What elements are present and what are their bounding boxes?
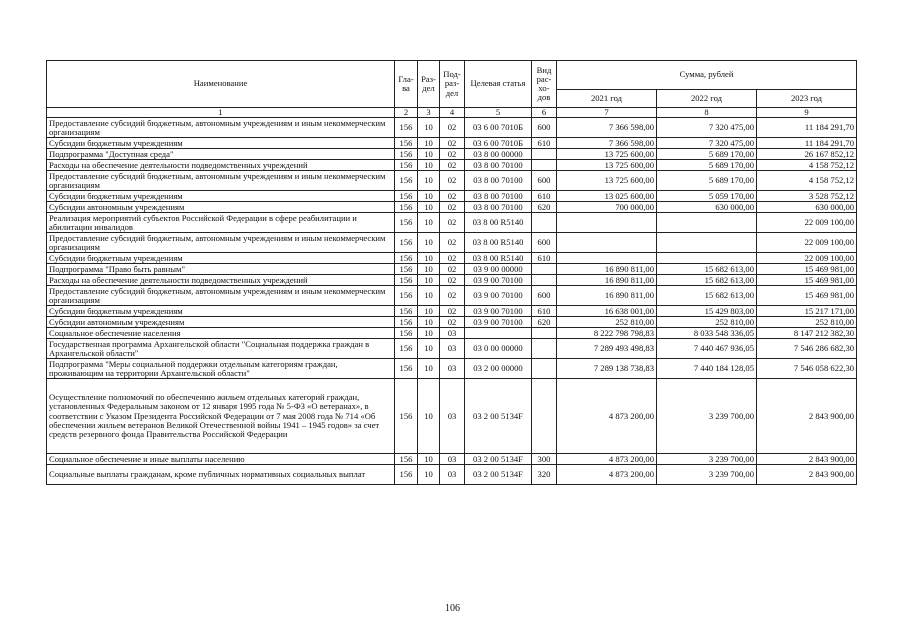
cell-name: Государственная программа Архангельской области "Социальная поддержка граждан в Архангельской области": [47, 339, 395, 359]
cell-sum-2022: 252 810,00: [657, 317, 757, 328]
cell-target-article: 03 8 00 R5140: [465, 253, 532, 264]
cell-sum-2022: 7 440 184 128,05: [657, 359, 757, 379]
col-number: 8: [657, 108, 757, 118]
cell-podrazdel: 02: [440, 202, 465, 213]
header-name: Наименование: [47, 61, 395, 108]
table-row: [47, 149, 857, 160]
cell-sum-2022: 630 000,00: [657, 202, 757, 213]
cell-sum-2021: 4 873 200,00: [557, 379, 657, 454]
cell-glava: 156: [395, 454, 418, 465]
cell-razdel: 10: [418, 233, 440, 253]
cell-sum-2023: 22 009 100,00: [757, 233, 857, 253]
cell-razdel: 10: [418, 317, 440, 328]
cell-expense-type: [532, 160, 557, 171]
cell-razdel: 10: [418, 339, 440, 359]
cell-glava: 156: [395, 233, 418, 253]
cell-sum-2022: 15 682 613,00: [657, 286, 757, 306]
cell-razdel: 10: [418, 275, 440, 286]
cell-expense-type: 300: [532, 454, 557, 465]
cell-razdel: 10: [418, 306, 440, 317]
table-row: [47, 138, 857, 149]
cell-name: Субсидии автономным учреждениям: [47, 202, 395, 213]
cell-razdel: 10: [418, 379, 440, 454]
cell-sum-2021: 16 890 811,00: [557, 275, 657, 286]
table-row: [47, 286, 857, 306]
cell-name: Социальное обеспечение населения: [47, 328, 395, 339]
cell-glava: 156: [395, 465, 418, 485]
cell-sum-2021: 252 810,00: [557, 317, 657, 328]
cell-target-article: 03 2 00 5134F: [465, 465, 532, 485]
table-row: [47, 264, 857, 275]
cell-target-article: 03 8 00 70100: [465, 160, 532, 171]
cell-sum-2023: 11 184 291,70: [757, 138, 857, 149]
header-summa: Сумма, рублей: [557, 61, 857, 90]
cell-podrazdel: 02: [440, 317, 465, 328]
col-number: 3: [418, 108, 440, 118]
cell-sum-2023: 4 158 752,12: [757, 171, 857, 191]
cell-sum-2022: 5 059 170,00: [657, 191, 757, 202]
cell-name: Подпрограмма "Доступная среда": [47, 149, 395, 160]
cell-expense-type: 620: [532, 317, 557, 328]
cell-sum-2023: 630 000,00: [757, 202, 857, 213]
cell-sum-2022: 7 320 475,00: [657, 138, 757, 149]
cell-target-article: 03 9 00 70100: [465, 306, 532, 317]
table-header: [47, 61, 857, 118]
cell-sum-2021: 13 725 600,00: [557, 160, 657, 171]
cell-target-article: 03 9 00 70100: [465, 317, 532, 328]
cell-sum-2022: 3 239 700,00: [657, 379, 757, 454]
cell-sum-2021: 7 366 598,00: [557, 118, 657, 138]
cell-podrazdel: 02: [440, 118, 465, 138]
cell-sum-2023: 7 546 058 622,30: [757, 359, 857, 379]
cell-sum-2021: 7 289 493 498,83: [557, 339, 657, 359]
cell-razdel: 10: [418, 118, 440, 138]
cell-podrazdel: 03: [440, 379, 465, 454]
cell-target-article: 03 2 00 00000: [465, 359, 532, 379]
cell-glava: 156: [395, 264, 418, 275]
cell-podrazdel: 03: [440, 465, 465, 485]
cell-glava: 156: [395, 213, 418, 233]
cell-podrazdel: 02: [440, 264, 465, 275]
cell-podrazdel: 03: [440, 454, 465, 465]
cell-target-article: 03 8 00 R5140: [465, 233, 532, 253]
cell-name: Подпрограмма "Право быть равным": [47, 264, 395, 275]
cell-sum-2023: 4 158 752,12: [757, 160, 857, 171]
cell-sum-2022: [657, 213, 757, 233]
cell-name: Предоставление субсидий бюджетным, автономным учреждениям и иным некоммерческим организациям: [47, 171, 395, 191]
cell-sum-2022: 5 689 170,00: [657, 149, 757, 160]
cell-sum-2021: [557, 213, 657, 233]
cell-sum-2021: 13 025 600,00: [557, 191, 657, 202]
cell-sum-2022: [657, 233, 757, 253]
cell-sum-2023: 15 469 981,00: [757, 275, 857, 286]
cell-glava: 156: [395, 149, 418, 160]
cell-glava: 156: [395, 379, 418, 454]
cell-sum-2022: 15 682 613,00: [657, 275, 757, 286]
column-numbers-row: [47, 108, 857, 118]
cell-podrazdel: 02: [440, 149, 465, 160]
cell-sum-2021: 7 289 138 738,83: [557, 359, 657, 379]
cell-sum-2021: [557, 233, 657, 253]
table-row: [47, 171, 857, 191]
cell-sum-2021: 16 638 001,00: [557, 306, 657, 317]
cell-target-article: 03 2 00 5134F: [465, 454, 532, 465]
cell-target-article: 03 9 00 70100: [465, 275, 532, 286]
cell-expense-type: 610: [532, 253, 557, 264]
cell-expense-type: [532, 328, 557, 339]
cell-sum-2023: 2 843 900,00: [757, 379, 857, 454]
cell-sum-2021: 700 000,00: [557, 202, 657, 213]
cell-target-article: 03 2 00 5134F: [465, 379, 532, 454]
cell-sum-2023: 8 147 212 382,30: [757, 328, 857, 339]
cell-sum-2021: 7 366 598,00: [557, 138, 657, 149]
header-year-2022: 2022 год: [657, 90, 757, 108]
cell-target-article: 03 8 00 70100: [465, 171, 532, 191]
cell-target-article: 03 8 00 70100: [465, 202, 532, 213]
cell-sum-2023: 2 843 900,00: [757, 454, 857, 465]
cell-sum-2022: 3 239 700,00: [657, 465, 757, 485]
cell-podrazdel: 02: [440, 171, 465, 191]
cell-name: Предоставление субсидий бюджетным, автономным учреждениям и иным некоммерческим организациям: [47, 286, 395, 306]
cell-expense-type: 610: [532, 138, 557, 149]
cell-glava: 156: [395, 328, 418, 339]
col-number: 7: [557, 108, 657, 118]
cell-podrazdel: 02: [440, 286, 465, 306]
cell-sum-2022: 7 440 467 936,05: [657, 339, 757, 359]
cell-expense-type: 320: [532, 465, 557, 485]
header-glava: Гла-ва: [395, 61, 418, 108]
cell-name: Субсидии автономным учреждениям: [47, 317, 395, 328]
table-row: [47, 191, 857, 202]
header-vid: Вид рас-хо-дов: [532, 61, 557, 108]
cell-podrazdel: 02: [440, 191, 465, 202]
col-number: 5: [465, 108, 532, 118]
cell-podrazdel: 03: [440, 359, 465, 379]
table-row: [47, 317, 857, 328]
cell-podrazdel: 02: [440, 160, 465, 171]
cell-name: Подпрограмма "Меры социальной поддержки отдельным категориям граждан, проживающим на территории Архангельской области": [47, 359, 395, 379]
header-razdel: Раз-дел: [418, 61, 440, 108]
cell-sum-2021: 4 873 200,00: [557, 465, 657, 485]
cell-glava: 156: [395, 275, 418, 286]
cell-glava: 156: [395, 286, 418, 306]
cell-sum-2021: 13 725 600,00: [557, 149, 657, 160]
cell-name: Предоставление субсидий бюджетным, автономным учреждениям и иным некоммерческим организациям: [47, 118, 395, 138]
cell-glava: 156: [395, 118, 418, 138]
cell-expense-type: [532, 275, 557, 286]
cell-sum-2022: 8 033 548 336,05: [657, 328, 757, 339]
cell-razdel: 10: [418, 191, 440, 202]
cell-sum-2022: 15 429 803,00: [657, 306, 757, 317]
cell-razdel: 10: [418, 253, 440, 264]
cell-sum-2022: 7 320 475,00: [657, 118, 757, 138]
cell-glava: 156: [395, 339, 418, 359]
header-year-2021: 2021 год: [557, 90, 657, 108]
cell-sum-2023: 3 528 752,12: [757, 191, 857, 202]
cell-sum-2021: 16 890 811,00: [557, 286, 657, 306]
cell-target-article: 03 9 00 00000: [465, 264, 532, 275]
table-row: [47, 118, 857, 138]
cell-expense-type: 600: [532, 118, 557, 138]
cell-glava: 156: [395, 191, 418, 202]
cell-sum-2022: 15 682 613,00: [657, 264, 757, 275]
cell-sum-2021: 16 890 811,00: [557, 264, 657, 275]
cell-sum-2021: [557, 253, 657, 264]
cell-name: Предоставление субсидий бюджетным, автономным учреждениям и иным некоммерческим организациям: [47, 233, 395, 253]
table-row: [47, 213, 857, 233]
page-number: 106: [445, 603, 460, 614]
table-row: [47, 202, 857, 213]
cell-expense-type: [532, 149, 557, 160]
cell-podrazdel: 02: [440, 306, 465, 317]
cell-glava: 156: [395, 253, 418, 264]
cell-sum-2023: 15 469 981,00: [757, 286, 857, 306]
cell-sum-2023: 22 009 100,00: [757, 213, 857, 233]
cell-podrazdel: 02: [440, 213, 465, 233]
table-row: [47, 328, 857, 339]
cell-target-article: 03 6 00 7010Б: [465, 138, 532, 149]
col-number: 2: [395, 108, 418, 118]
cell-sum-2023: 15 469 981,00: [757, 264, 857, 275]
cell-expense-type: 610: [532, 306, 557, 317]
cell-sum-2021: 8 222 798 798,83: [557, 328, 657, 339]
cell-target-article: 03 9 00 70100: [465, 286, 532, 306]
col-number: 6: [532, 108, 557, 118]
cell-podrazdel: 03: [440, 328, 465, 339]
cell-expense-type: 620: [532, 202, 557, 213]
cell-target-article: 03 6 00 7010Б: [465, 118, 532, 138]
cell-sum-2023: 252 810,00: [757, 317, 857, 328]
table-row: [47, 454, 857, 465]
cell-glava: 156: [395, 160, 418, 171]
table-row: [47, 233, 857, 253]
cell-target-article: [465, 328, 532, 339]
cell-sum-2023: 26 167 852,12: [757, 149, 857, 160]
cell-podrazdel: 02: [440, 138, 465, 149]
cell-glava: 156: [395, 171, 418, 191]
cell-sum-2022: 5 689 170,00: [657, 160, 757, 171]
table-row: [47, 359, 857, 379]
cell-razdel: 10: [418, 264, 440, 275]
cell-podrazdel: 02: [440, 275, 465, 286]
cell-sum-2023: 2 843 900,00: [757, 465, 857, 485]
cell-sum-2023: 7 546 286 682,30: [757, 339, 857, 359]
cell-glava: 156: [395, 359, 418, 379]
table-body: [47, 118, 857, 485]
table-row: [47, 253, 857, 264]
cell-podrazdel: 03: [440, 339, 465, 359]
cell-name: Субсидии бюджетным учреждениям: [47, 191, 395, 202]
cell-expense-type: [532, 264, 557, 275]
col-number: 9: [757, 108, 857, 118]
cell-glava: 156: [395, 202, 418, 213]
cell-razdel: 10: [418, 286, 440, 306]
cell-name: Социальное обеспечение и иные выплаты населению: [47, 454, 395, 465]
cell-target-article: 03 0 00 00000: [465, 339, 532, 359]
cell-expense-type: 600: [532, 171, 557, 191]
cell-expense-type: [532, 213, 557, 233]
cell-sum-2022: [657, 253, 757, 264]
cell-name: Социальные выплаты гражданам, кроме публичных нормативных социальных выплат: [47, 465, 395, 485]
cell-name: Субсидии бюджетным учреждениям: [47, 306, 395, 317]
cell-target-article: 03 8 00 00000: [465, 149, 532, 160]
cell-name: Реализация мероприятий субъектов Российской Федерации в сфере реабилитации и абилитации инвалидов: [47, 213, 395, 233]
cell-sum-2021: 4 873 200,00: [557, 454, 657, 465]
cell-sum-2022: 3 239 700,00: [657, 454, 757, 465]
cell-razdel: 10: [418, 328, 440, 339]
table-row: [47, 160, 857, 171]
budget-table: [46, 60, 857, 485]
cell-razdel: 10: [418, 454, 440, 465]
cell-name: Субсидии бюджетным учреждениям: [47, 253, 395, 264]
cell-target-article: 03 8 00 R5140: [465, 213, 532, 233]
cell-sum-2023: 11 184 291,70: [757, 118, 857, 138]
cell-razdel: 10: [418, 202, 440, 213]
cell-razdel: 10: [418, 359, 440, 379]
cell-razdel: 10: [418, 465, 440, 485]
cell-sum-2023: 15 217 171,00: [757, 306, 857, 317]
col-number: 4: [440, 108, 465, 118]
cell-razdel: 10: [418, 160, 440, 171]
cell-expense-type: 610: [532, 191, 557, 202]
table-row: [47, 339, 857, 359]
cell-expense-type: 600: [532, 286, 557, 306]
cell-razdel: 10: [418, 149, 440, 160]
header-year-2023: 2023 год: [757, 90, 857, 108]
cell-name: Расходы на обеспечение деятельности подведомственных учреждений: [47, 160, 395, 171]
col-number: 1: [47, 108, 395, 118]
cell-glava: 156: [395, 306, 418, 317]
cell-podrazdel: 02: [440, 233, 465, 253]
table-row: [47, 306, 857, 317]
cell-expense-type: 600: [532, 233, 557, 253]
cell-sum-2021: 13 725 600,00: [557, 171, 657, 191]
cell-sum-2022: 5 689 170,00: [657, 171, 757, 191]
cell-razdel: 10: [418, 213, 440, 233]
cell-expense-type: [532, 339, 557, 359]
cell-sum-2023: 22 009 100,00: [757, 253, 857, 264]
cell-glava: 156: [395, 317, 418, 328]
cell-name: Субсидии бюджетным учреждениям: [47, 138, 395, 149]
cell-expense-type: [532, 379, 557, 454]
cell-razdel: 10: [418, 171, 440, 191]
table-row: [47, 275, 857, 286]
header-celevaya: Целевая статья: [465, 61, 532, 108]
cell-expense-type: [532, 359, 557, 379]
cell-name: Осуществление полномочий по обеспечению жильем отдельных категорий граждан, установленных Федеральным законом от 12 января 1995 года № 5-ФЗ «О ветеранах», в соответствии с Указом Президента Российской Федерации от 7 мая 2008 года № 714 «Об обеспечении жильем ветеранов Великой Отечественной войны 1941 – 1945 годов» за счет средств резервного фонда Правительства Российской Федерации: [47, 379, 395, 454]
table-row: [47, 379, 857, 454]
cell-glava: 156: [395, 138, 418, 149]
cell-name: Расходы на обеспечение деятельности подведомственных учреждений: [47, 275, 395, 286]
cell-podrazdel: 02: [440, 253, 465, 264]
cell-target-article: 03 8 00 70100: [465, 191, 532, 202]
header-podrazdel: Под-раз-дел: [440, 61, 465, 108]
table-row: [47, 465, 857, 485]
cell-razdel: 10: [418, 138, 440, 149]
